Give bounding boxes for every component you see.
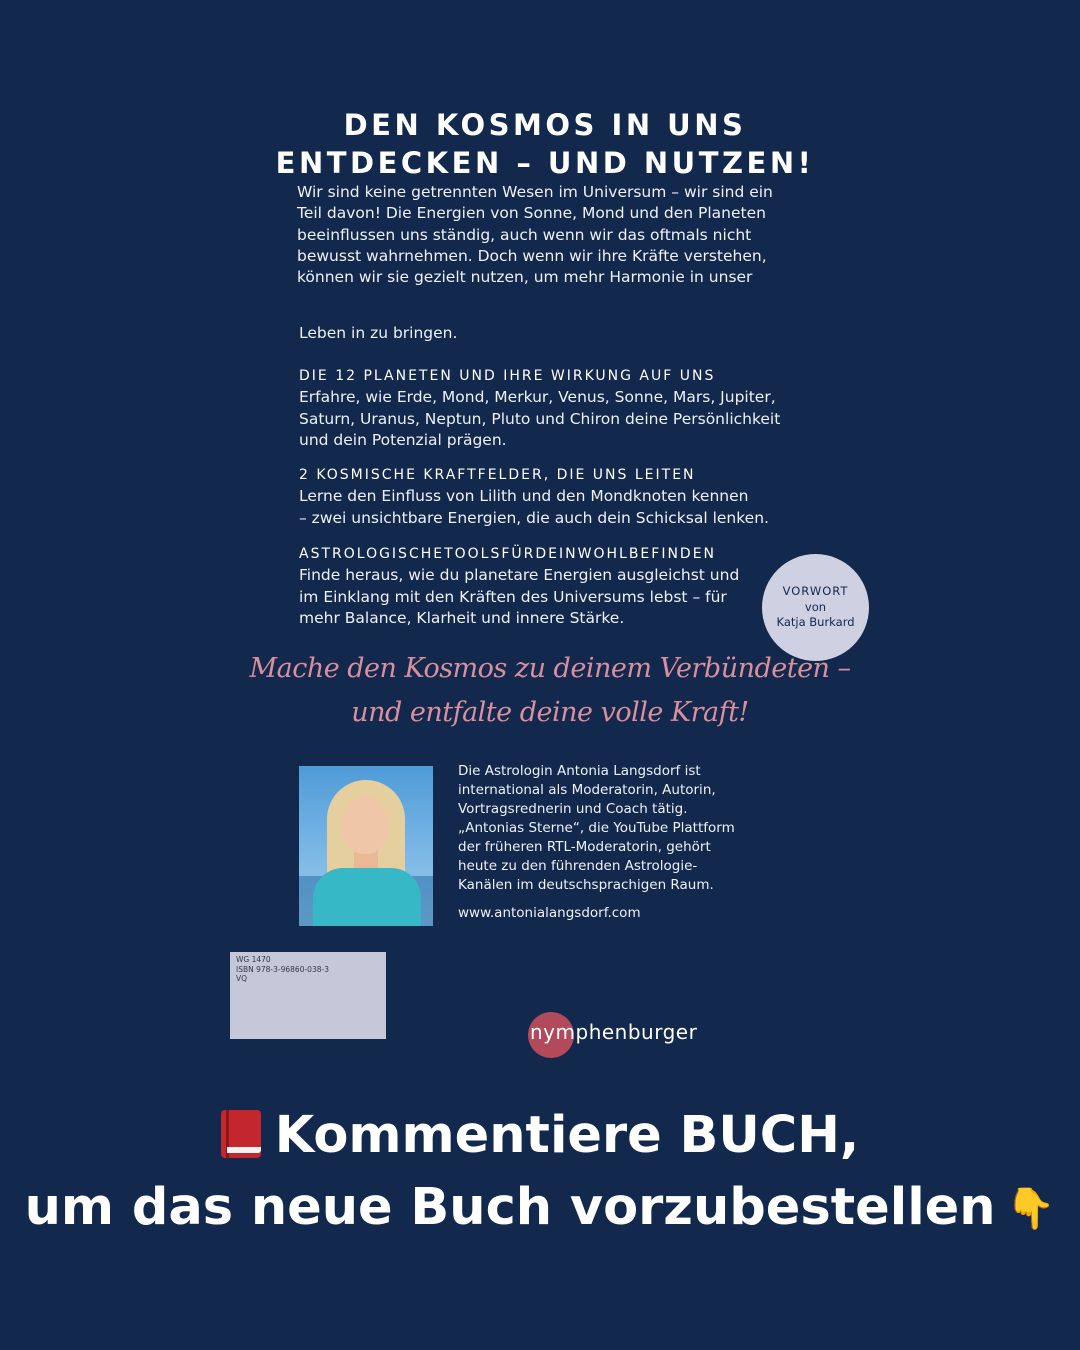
intro-line: können wir sie gezielt nutzen, um mehr Harmonie in unser (297, 268, 753, 287)
section-heading: DIE 12 PLANETEN UND IHRE WIRKUNG AUF UNS (299, 368, 716, 384)
tagline-line-2: und entfalte deine volle Kraft! (351, 697, 749, 728)
bio-line: international als Moderatorin, Autorin, (458, 782, 716, 798)
tagline (240, 647, 860, 735)
section-kraftfelder (299, 464, 819, 529)
vorwort-label: VORWORT (782, 584, 849, 599)
publisher-name: nymphenburger (530, 1020, 698, 1044)
publisher-logo (528, 1012, 728, 1058)
intro-continuation: Leben in zu bringen. (299, 324, 458, 342)
section-line: – zwei unsichtbare Energien, die auch dein Schicksal lenken. (299, 508, 769, 527)
bio-line: Kanälen im deutschsprachigen Raum. (458, 877, 714, 893)
isbn-wg: WG 1470 (236, 955, 271, 964)
intro-line: bewusst wahrnehmen. Doch wenn wir ihre Kräfte verstehen, (297, 246, 767, 265)
intro-line: beeinflussen uns ständig, auch wenn wir das oftmals nicht (297, 225, 752, 244)
author-photo (299, 766, 433, 926)
section-line: Erfahre, wie Erde, Mond, Merkur, Venus, Sonne, Mars, Jupiter, (299, 388, 776, 406)
bio-line: der früheren RTL-Moderatorin, gehört (458, 839, 711, 855)
cta-line-1: Kommentiere BUCH, (274, 1106, 860, 1165)
section-line: Finde heraus, wie du planetare Energien ausgleichst und (299, 566, 740, 584)
section-line: mehr Balance, Klarheit und innere Stärke. (299, 609, 625, 627)
intro-line: Wir sind keine getrennten Wesen im Universum – wir sind ein (297, 183, 773, 201)
tagline-line-1: Mache den Kosmos zu deinem Verbündeten – (249, 653, 851, 684)
cta-line-2-row (0, 1172, 1080, 1245)
isbn-box (230, 952, 386, 1039)
author-bio (458, 762, 768, 923)
vorwort-name: Katja Burkard (776, 615, 855, 630)
section-heading: ASTROLOGISCHETOOLSFÜRDEINWOHLBEFINDEN (299, 546, 717, 562)
headline-line-2: ENTDECKEN – UND NUTZEN! (275, 146, 815, 180)
bio-line: heute zu den führenden Astrologie- (458, 858, 698, 874)
isbn-number: ISBN 978-3-96860-038-3 (236, 964, 329, 974)
bio-line: Die Astrologin Antonia Langsdorf ist (458, 763, 701, 779)
headline (240, 106, 850, 182)
headline-line-1: DEN KOSMOS IN UNS (343, 108, 747, 142)
section-line: Lerne den Einfluss von Lilith und den Mondknoten kennen (299, 487, 749, 505)
bio-line: Vortragsrednerin und Coach tätig. (458, 801, 688, 817)
section-line: und dein Potenzial prägen. (299, 431, 507, 449)
intro-line: Teil davon! Die Energien von Sonne, Mond und den Planeten (297, 204, 766, 223)
section-line: im Einklang mit den Kräften des Universums lebst – für (299, 587, 727, 606)
cta-line-1-row (0, 1100, 1080, 1172)
vorwort-badge (762, 554, 869, 661)
vorwort-von: von (804, 599, 827, 614)
section-line: Saturn, Uranus, Neptun, Pluto und Chiron deine Persönlichkeit (299, 409, 781, 428)
isbn-vq: VQ (236, 974, 248, 983)
closed-book-icon (221, 1110, 261, 1158)
pointing-down-icon: 👇 (1005, 1186, 1056, 1232)
cta-line-2: um das neue Buch vorzubestellen (24, 1178, 996, 1237)
section-planets (299, 365, 819, 452)
section-heading: 2 KOSMISCHE KRAFTFELDER, DIE UNS LEITEN (299, 467, 696, 483)
bio-line: „Antonias Sterne“, die YouTube Plattform (458, 820, 735, 836)
section-tools (299, 543, 819, 630)
intro-text (297, 182, 817, 288)
call-to-action (0, 1100, 1080, 1245)
author-website-link[interactable]: www.antonialangsdorf.com (458, 905, 641, 921)
